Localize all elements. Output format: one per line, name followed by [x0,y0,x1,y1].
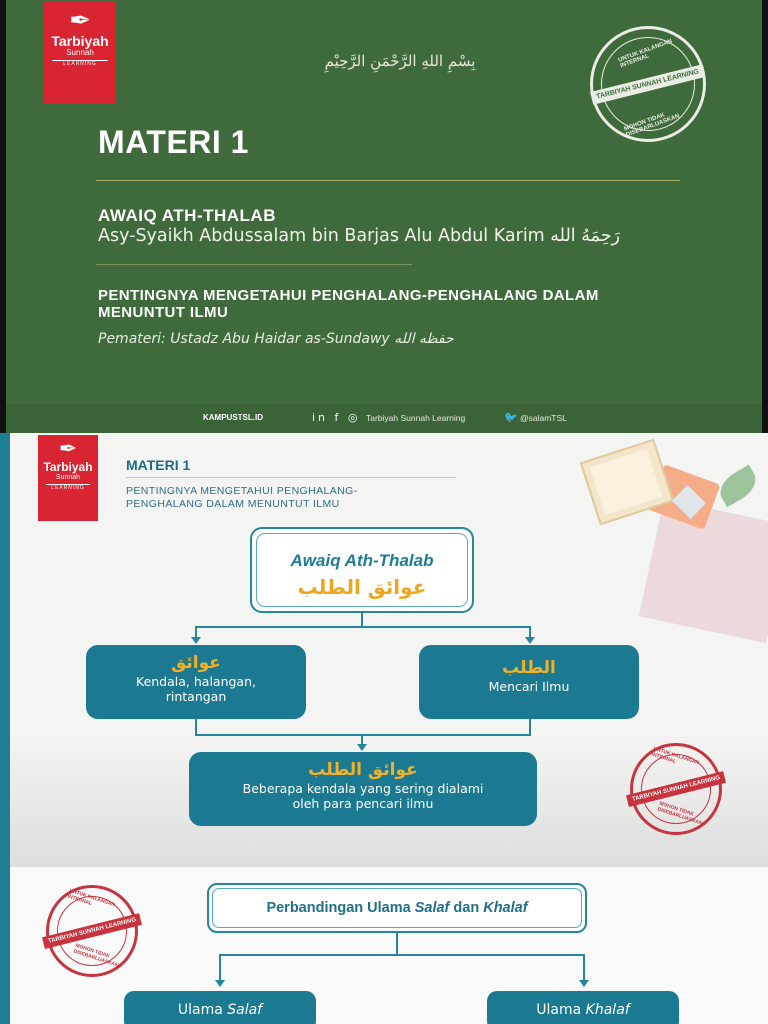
box-text: Kendala, halangan, rintangan [136,674,256,704]
footer-website: KAMPUSTSL.ID [203,413,263,422]
twitter-bird-icon: 🐦 [504,411,518,424]
stamp-band: TARBIYAH SUNNAH LEARNING [590,64,705,105]
slide-awaiq-diagram [0,433,768,867]
arrow-down-icon [191,637,201,644]
pen-nib-icon: ✒ [58,437,78,462]
box-text: Mencari Ilmu [488,679,570,694]
connector-line [195,719,197,735]
box-arabic: الطلب [502,658,556,678]
side-accent-bar [0,867,10,1024]
root-box-arabic: عوائق الطلب [297,575,427,599]
arrow-down-icon [215,980,225,987]
internal-use-stamp: UNTUK KALANGAN INTERNAL TARBIYAH SUNNAH LEARNING MOHON TIDAK DISEBARLUASKAN [630,743,722,835]
ulama-khalaf-box: Ulama Khalaf [487,991,679,1024]
logo-subname: Sunnah [66,48,94,58]
box-arabic: عوائق الطلب [308,760,418,780]
connector-line [396,933,398,955]
book-author: Asy-Syaikh Abdussalam bin Barjas Alu Abdul Karim رَحِمَهُ الله [98,226,620,246]
divider [96,264,412,265]
arrow-down-icon [525,637,535,644]
slide-ulama-comparison [0,867,768,1024]
footer-twitter-handle: @salamTSL [520,413,567,423]
slide-header-topic: PENTINGNYA MENGETAHUI PENGHALANG-PENGHALANG DALAM MENUNTUT ILMU [126,485,358,510]
connector-line [219,954,221,980]
connector-line [361,734,363,744]
footer-brand: Tarbiyah Sunnah Learning [366,413,466,423]
connector-line [529,719,531,735]
arrow-down-icon [357,744,367,751]
slide-header-title: MATERI 1 [126,457,191,473]
social-media-icons: in f ◎ [312,411,361,424]
logo-name: Tarbiyah [51,33,109,49]
slide-title: MATERI 1 [98,124,249,160]
connector-line [195,626,197,637]
root-box-latin: Awaiq Ath-Thalab [290,551,434,570]
diagram-box-definition [189,752,537,826]
basmalah-calligraphy: بِسْمِ اللهِ الرَّحْمَنِ الرَّحِيْمِ [324,52,476,70]
logo-tagline: LEARNING [52,60,108,67]
comparison-title: Perbandingan Ulama Salaf dan Khalaf [266,900,528,916]
book-title: AWAIQ ATH-THALAB [98,206,276,225]
pen-nib-icon: ✒ [69,6,91,36]
connector-line [195,734,531,736]
internal-use-stamp: UNTUK KALANGAN INTERNAL TARBIYAH SUNNAH LEARNING MOHON TIDAK DISEBARLUASKAN [590,26,706,142]
decorative-leaf [714,465,762,508]
lesson-topic: PENTINGNYA MENGETAHUI PENGHALANG-PENGHALANG DALAM MENUNTUT ILMU [98,287,599,321]
diagram-box-thalab [419,645,639,719]
speaker-name: Pemateri: Ustadz Abu Haidar as-Sundawy حفظه الله [98,331,454,347]
diagram-box-awaiq [86,645,306,719]
connector-line [195,626,531,628]
connector-line [219,954,585,956]
connector-line [529,626,531,637]
tarbiyah-sunnah-logo: ✒ Tarbiyah Sunnah LEARNING [38,435,98,521]
connector-line [583,954,585,980]
slide-materi-title [0,0,768,433]
tarbiyah-sunnah-logo [44,2,116,104]
connector-line [361,613,363,627]
side-accent-bar [0,433,10,867]
divider [126,477,456,478]
ulama-salaf-box: Ulama Salaf [124,991,316,1024]
box-text: Beberapa kendala yang sering dialami oleh para pencari ilmu [242,781,484,811]
internal-use-stamp: UNTUK KALANGAN INTERNAL TARBIYAH SUNNAH LEARNING MOHON TIDAK DISEBARLUASKAN [46,885,138,977]
divider [96,180,680,181]
arrow-down-icon [579,980,589,987]
box-arabic: عوائق [171,653,221,673]
